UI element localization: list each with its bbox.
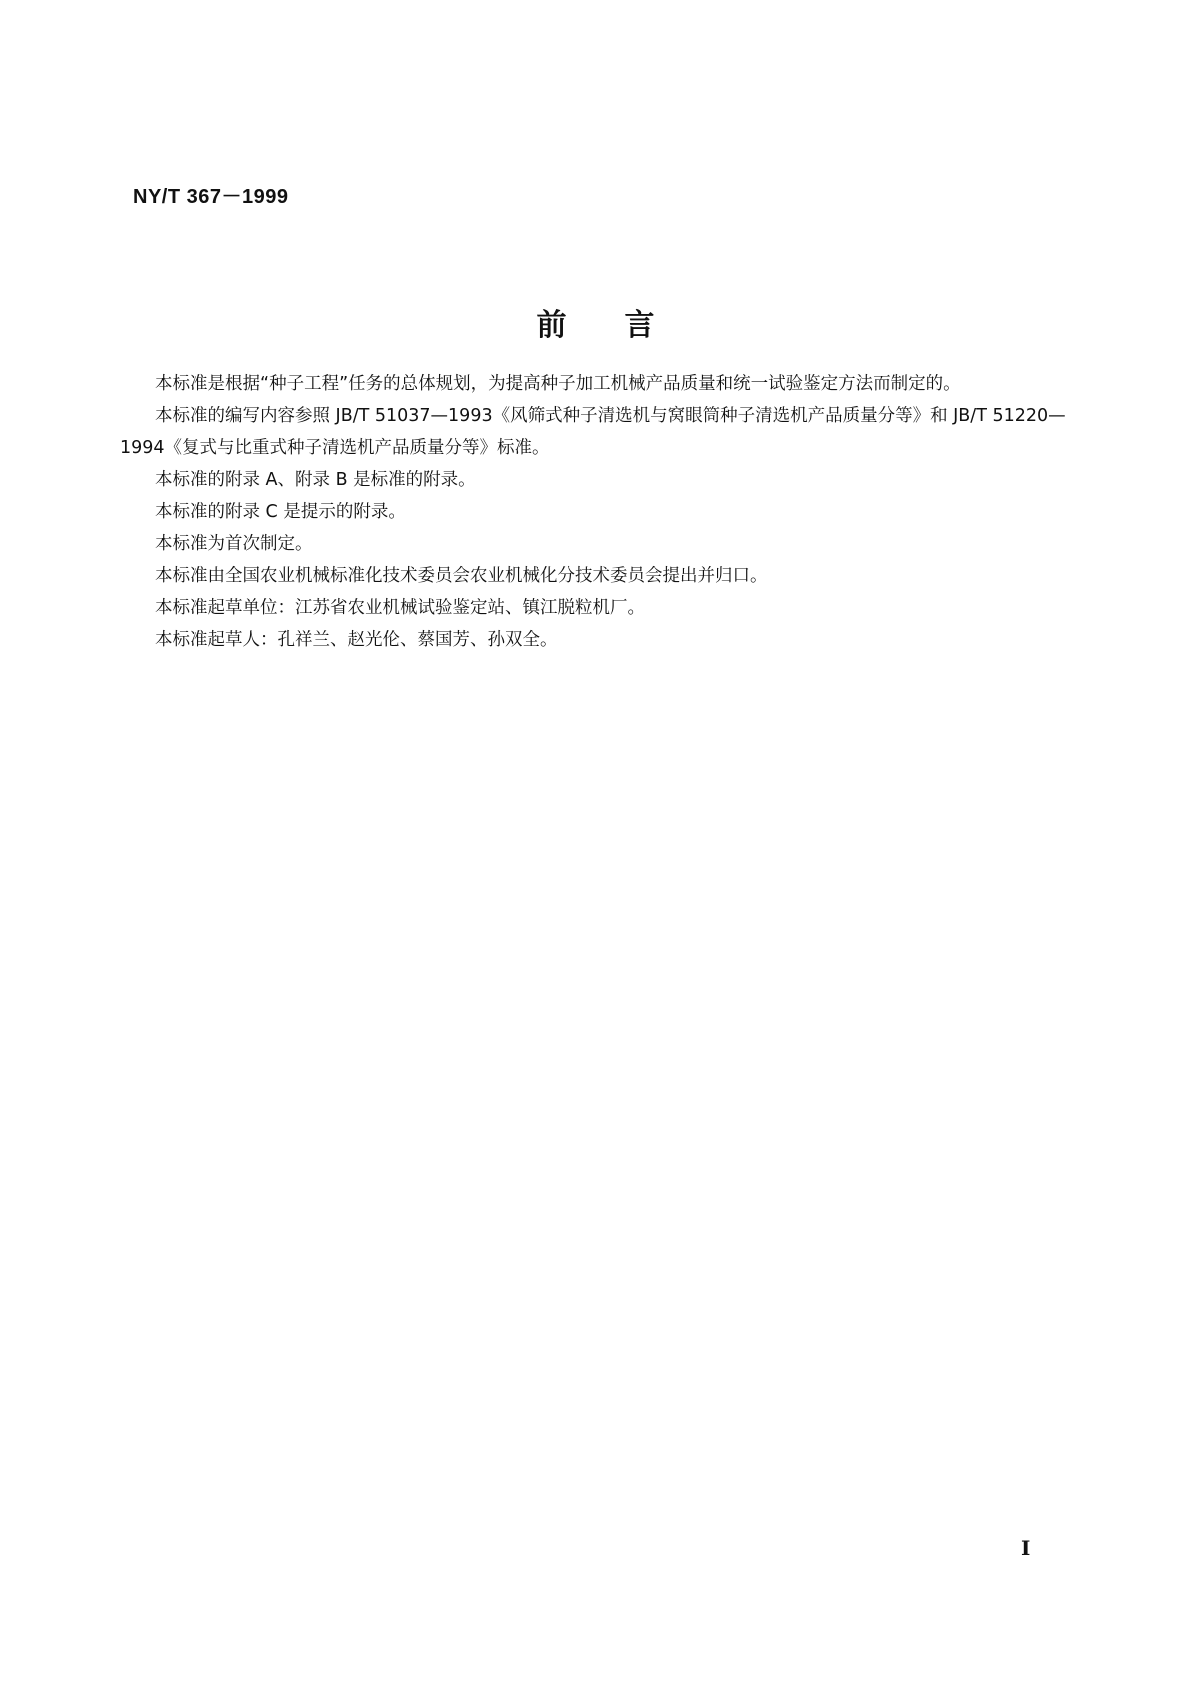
- paragraph: 本标准的附录 C 是提示的附录。: [155, 502, 406, 522]
- paragraph: 本标准的编写内容参照 JB/T 51037—1993《风筛式种子清选机与窝眼筒种子清选机产品质量分等》和 JB/T 51220—1994《复式与比重式种子清选机产品质量分等》标准。: [120, 406, 1066, 458]
- paragraph: 本标准是根据“种子工程”任务的总体规划，为提高种子加工机械产品质量和统一试验鉴定方法而制定的。: [155, 374, 961, 394]
- standard-code: NY/T 367－1999: [133, 186, 289, 208]
- page-number: I: [1021, 1536, 1031, 1560]
- paragraph: 本标准为首次制定。: [155, 534, 313, 554]
- paragraph: 本标准的附录 A、附录 B 是标准的附录。: [155, 470, 476, 490]
- preface-body: [120, 368, 1070, 656]
- paragraph: 本标准起草单位：江苏省农业机械试验鉴定站、镇江脱粒机厂。: [155, 598, 645, 618]
- page-title: 前言: [536, 308, 713, 343]
- paragraph: 本标准由全国农业机械标准化技术委员会农业机械化分技术委员会提出并归口。: [155, 566, 768, 586]
- paragraph: 本标准起草人：孔祥兰、赵光伦、蔡国芳、孙双全。: [155, 630, 558, 650]
